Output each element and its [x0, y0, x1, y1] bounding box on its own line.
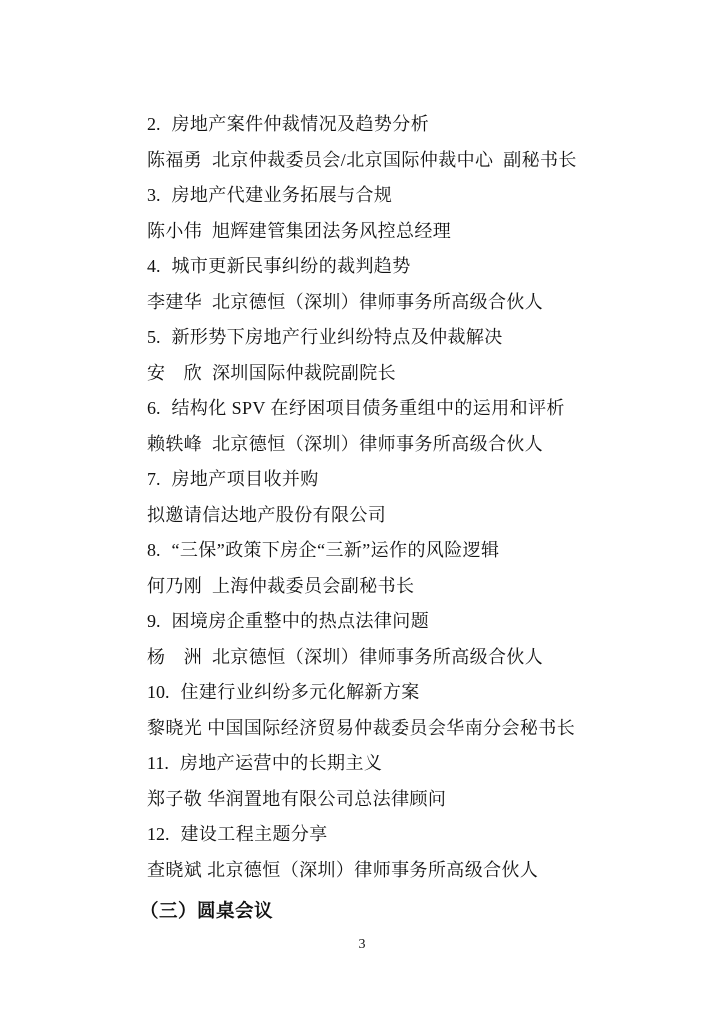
agenda-item-speaker: 李建华 北京德恒（深圳）律师事务所高级合伙人 [147, 291, 544, 312]
agenda-item-title: 房地产运营中的长期主义 [179, 753, 383, 773]
agenda-item-title-line [147, 746, 687, 782]
agenda-item-title-line [147, 462, 687, 498]
agenda-item-title: 住建行业纠纷多元化解新方案 [180, 682, 420, 702]
agenda-item-speaker: 郑子敬 华润置地有限公司总法律顾问 [147, 788, 447, 809]
agenda-item-title: “三保”政策下房企“三新”运作的风险逻辑 [171, 540, 500, 560]
agenda-item-title: 困境房企重整中的热点法律问题 [171, 611, 430, 631]
agenda-item-title-line [147, 817, 687, 853]
agenda-item-number: 10. [147, 682, 170, 702]
agenda-item-speaker: 黎晓光 中国国际经济贸易仲裁委员会华南分会秘书长 [147, 717, 576, 738]
agenda-item-number: 9. [147, 611, 161, 631]
agenda-item-number: 12. [147, 824, 170, 844]
agenda-item-title: 房地产案件仲裁情况及趋势分析 [171, 114, 430, 134]
agenda-item-number: 3. [147, 185, 161, 205]
agenda-item-title-line [147, 675, 687, 711]
agenda-item-speaker: 查晓斌 北京德恒（深圳）律师事务所高级合伙人 [147, 859, 539, 880]
agenda-item-speaker: 陈福勇 北京仲裁委员会/北京国际仲裁中心 副秘书长 [147, 149, 577, 170]
agenda-item-title-line [147, 391, 687, 427]
agenda-item-number: 2. [147, 114, 161, 134]
agenda-item-number: 11. [147, 753, 169, 773]
agenda-item-title: 房地产代建业务拓展与合规 [171, 185, 393, 205]
agenda-item-title: 建设工程主题分享 [180, 824, 328, 844]
agenda-item-title-line [147, 604, 687, 640]
agenda-item-title-line [147, 320, 687, 356]
agenda-item-speaker: 赖轶峰 北京德恒（深圳）律师事务所高级合伙人 [147, 433, 544, 454]
agenda-item-number: 5. [147, 327, 161, 347]
agenda-item-speaker: 杨 洲 北京德恒（深圳）律师事务所高级合伙人 [147, 646, 544, 667]
agenda-item-speaker: 陈小伟 旭辉建管集团法务风控总经理 [147, 220, 452, 241]
agenda-item-title-line [147, 249, 687, 285]
agenda-item-number: 4. [147, 256, 161, 276]
agenda-item-title-line [147, 107, 687, 143]
agenda-item-number: 7. [147, 469, 161, 489]
agenda-list [147, 107, 687, 888]
agenda-item-number: 6. [147, 398, 161, 418]
agenda-item-speaker: 何乃刚 上海仲裁委员会副秘书长 [147, 575, 415, 596]
agenda-item-speaker: 拟邀请信达地产股份有限公司 [147, 504, 387, 525]
agenda-item-title-line [147, 178, 687, 214]
page-number: 3 [358, 937, 366, 952]
agenda-item-title: 房地产项目收并购 [171, 469, 319, 489]
agenda-item-title: 新形势下房地产行业纠纷特点及仲裁解决 [171, 327, 503, 347]
agenda-item-title: 城市更新民事纠纷的裁判趋势 [171, 256, 411, 276]
section-heading: （三）圆桌会议 [140, 902, 274, 922]
agenda-item-number: 8. [147, 540, 161, 560]
agenda-item-speaker: 安 欣 深圳国际仲裁院副院长 [147, 362, 396, 383]
agenda-item-title-line [147, 533, 687, 569]
agenda-item-title: 结构化 SPV 在纾困项目债务重组中的运用和评析 [171, 398, 565, 418]
